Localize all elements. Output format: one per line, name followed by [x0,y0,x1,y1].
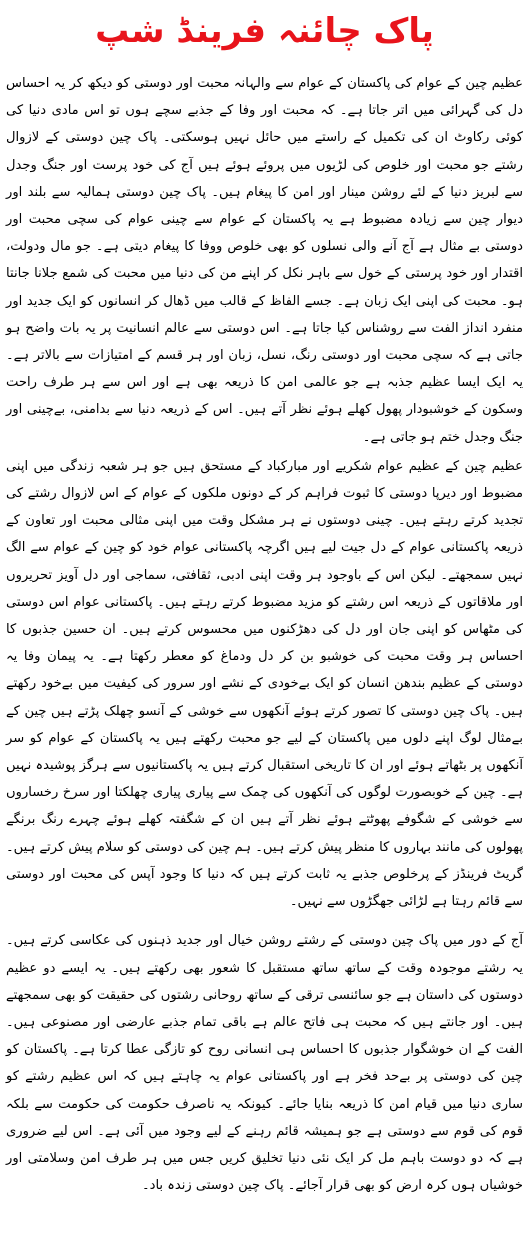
paragraph-1: عظیم چین کے عوام کی پاکستان کے عوام سے والہانہ محبت اور دوستی کو دیکھ کر یہ احساس دل کی گہرائی میں اتر جاتا ہے۔ کہ محبت اور وفا کے جذبے سچے ہوں تو اس مادی دنیا کی کوئی رکاوٹ ان کی تکمیل کے راستے میں حائل نہیں ہوسکتی۔ پاک چین دوستی کے لازوال رشتے جو محبت اور خلوص کی لڑیوں میں پروئے ہوئے ہیں آج کی خود پرست اور جنگ وجدل سے لبریز دنیا کے لئے روشن مینار اور امن کا پیغام ہیں۔ پاک چین دوستی ہمالیہ سے بلند اور دیوار چین سے زیادہ مضبوط ہے یہ پاکستان کے عوام سے چینی عوام کی سچی محبت اور دوستی بے مثال ہے آج آنے والی نسلوں کو بھی خلوص ووفا کا پیغام دیتی ہے۔ جو مال ودولت، اقتدار اور خود پرستی کے خول سے باہر نکل کر اپنے من کی دنیا میں محبت کی شمع جلانا جانتا ہو۔ محبت کی اپنی ایک زبان ہے۔ جسے الفاظ کے قالب میں ڈھال کر انسانوں کو ایک جدید اور منفرد انداز الفت سے روشناس کیا جاتا ہے۔ اس دوستی سے عالم انسانیت پر یہ بات واضح ہو جاتی ہے کہ سچی محبت اور دوستی رنگ، نسل، زبان اور ہر قسم کے امتیازات سے بالاتر ہے۔ یہ ایک ایسا عظیم جذبہ ہے جو عالمی امن کا ذریعہ بھی ہے اور اس سے ہر طرف راحت وسکون کے خوشبودار پھول کھلے ہوئے نظر آتے ہیں۔ اس کے ذریعہ دنیا سے بدامنی، بےچینی اور جنگ وجدل ختم ہو جاتی ہے۔ [6,76,523,445]
paragraph-3: آج کے دور میں پاک چین دوستی کے رشتے روشن خیال اور جدید ذہنوں کی عکاسی کرتے ہیں۔ یہ رشتے موجودہ وقت کے ساتھ ساتھ مستقبل کا شعور بھی رکھتے ہیں۔ یہ ایسے دو عظیم دوستوں کی داستان ہے جو سائنسی ترقی کے ساتھ روحانی رشتوں کی حقیقت کو بھی سمجھتے ہیں۔ اور جانتے ہیں کہ محبت ہی فاتح عالم ہے باقی تمام جذبے عارضی اور مصنوعی ہیں۔ الفت کے ان خوشگوار جذبوں کا احساس ہی انسانی روح کو تازگی عطا کرتا ہے۔ پاکستان کو چین کی دوستی پر بےحد فخر ہے اور پاکستانی عوام یہ چاہتے ہیں کہ اس عظیم رشتے کو ساری دنیا میں قیام امن کا ذریعہ بنایا جائے۔ کیونکہ یہ ناصرف حکومت کی حکومت سے بلکہ قوم کی قوم سے دوستی ہے جو ہمیشہ قائم رہنے کے لیے وجود میں آئی ہے۔ اس لیے ضروری ہے کہ دو دوست باہم مل کر ایک نئی دنیا تخلیق کریں جس میں ہر طرف امن وسلامتی اور خوشیاں ہوں کرہ ارض کو بھی قرار آجائے۔ پاک چین دوستی زندہ باد۔ [6,933,523,1194]
paragraph-2: عظیم چین کے عظیم عوام شکریے اور مبارکباد کے مستحق ہیں جو ہر شعبہ زندگی میں اپنی مضبوط اور دیرپا دوستی کا ثبوت فراہم کر کے دونوں ملکوں کے عوام کے اس لازوال رشتے کی تجدید کرتے رہتے ہیں۔ چینی دوستوں نے ہر مشکل وقت میں اپنی مثالی محبت اور تعاون کے ذریعہ پاکستانی عوام کے دل جیت لیے ہیں اگرچہ پاکستانی عوام خود کو چین کے عوام سے الگ نہیں سمجھتے۔ لیکن اس کے باوجود ہر وقت اپنی ادبی، ثقافتی، سماجی اور دل آویز تحریروں اور ملاقاتوں کے ذریعہ اس رشتے کو مزید مضبوط کرتے رہتے ہیں۔ پاکستانی عوام اس دوستی کی مٹھاس کو اپنی جان اور دل کی دھڑکنوں میں محسوس کرتے ہیں۔ ان حسین جذبوں کا احساس ہر وقت محبت کی خوشبو بن کر دل ودماغ کو معطر رکھتا ہے۔ یہ پیمان وفا یہ دوستی کے عظیم بندھن انسان کو ایک بےخودی کے نشے اور سرور کی کیفیت میں بےخود رکھتے ہیں۔ پاک چین دوستی کا تصور کرتے ہوئے آنکھوں سے خوشی کے آنسو چھلک پڑتے ہیں چین کے بےمثال لوگ اپنے دلوں میں پاکستان کے لیے جو محبت رکھتے ہیں یہ پاکستان کے عوام کو سر آنکھوں پر بٹھاتے ہوئے اور ان کا تاریخی استقبال کرتے ہیں یہ پاکستانیوں سے ہرگز پوشیدہ نہیں ہے۔ چین کے خوبصورت لوگوں کی آنکھوں کی چمک سے پیاری پیاری چھلکتا اور سرخ رخساروں سے خوشی کے شگوفے پھوٹتے ہوئے نظر آتے ہیں ان کے شگفتہ کھلے ہوئے چہرے رنگ برنگے پھولوں کی مانند بہاروں کا منظر پیش کرتے ہیں۔ ہم چین کی دوستی کو سلام پیش کرتے ہیں۔ گریٹ فرینڈز کے پرخلوص جذبے یہ ثابت کرتے ہیں کہ دنیا کا وجود آپس کی محبت اور دوستی سے قائم رہتا ہے لڑائی جھگڑوں سے نہیں۔ [6,458,523,910]
article-title: پاک چائنہ فرینڈ شپ [95,11,434,51]
